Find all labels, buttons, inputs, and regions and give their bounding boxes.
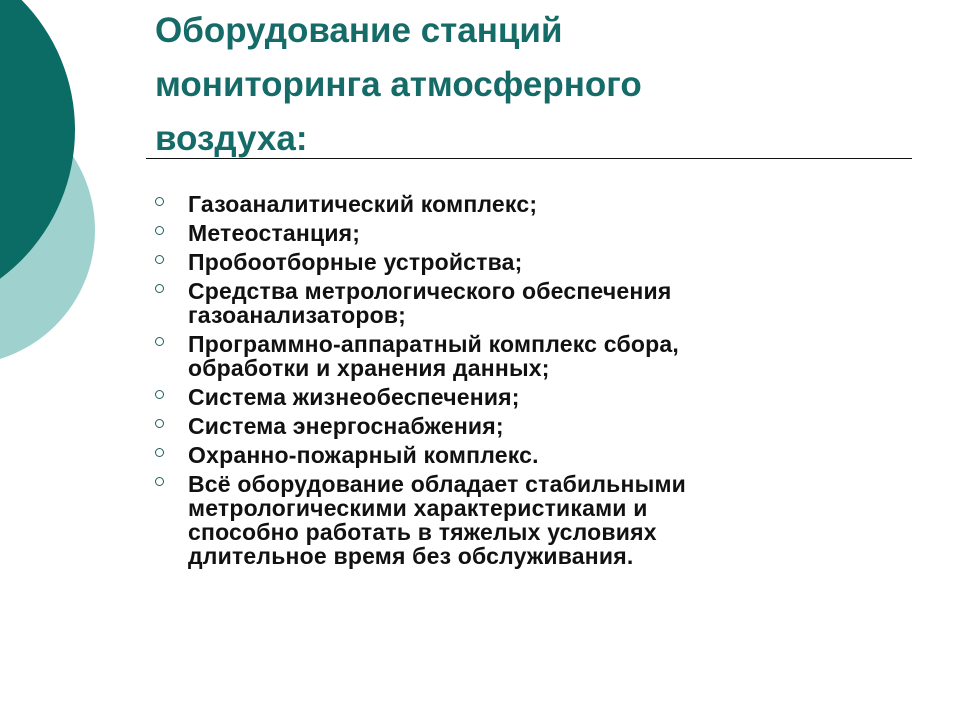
hollow-circle-bullet-icon (155, 448, 164, 457)
list-item-text (188, 221, 875, 245)
list-item (155, 250, 875, 274)
list-item-text (188, 385, 875, 409)
list-item-text (188, 279, 875, 327)
list-item (155, 414, 875, 438)
list-item (155, 279, 875, 327)
list-item-text (188, 250, 875, 274)
list-item-line: Средства метрологического обеспечения (188, 278, 672, 304)
hollow-circle-bullet-icon (155, 197, 164, 206)
list-item-line: способно работать в тяжелых условиях (188, 519, 657, 545)
hollow-circle-bullet-icon (155, 390, 164, 399)
list-item-line: газоанализаторов; (188, 302, 407, 328)
list-item-line: обработки и хранения данных; (188, 355, 550, 381)
slide-title (155, 4, 915, 166)
list-item (155, 221, 875, 245)
list-item-line: Охранно-пожарный комплекс. (188, 442, 539, 468)
hollow-circle-bullet-icon (155, 255, 164, 264)
hollow-circle-bullet-icon (155, 284, 164, 293)
list-item-line: Пробоотборные устройства; (188, 249, 523, 275)
list-item-line: метрологическими характеристиками и (188, 495, 648, 521)
slide-title-line: воздуха: (155, 119, 308, 158)
list-item-text (188, 472, 875, 568)
list-item (155, 385, 875, 409)
slide-title-line: Оборудование станций (155, 11, 563, 50)
title-divider (146, 158, 912, 159)
hollow-circle-bullet-icon (155, 337, 164, 346)
hollow-circle-bullet-icon (155, 419, 164, 428)
list-item (155, 472, 875, 568)
list-item-line: Программно-аппаратный комплекс сбора, (188, 331, 679, 357)
list-item-text (188, 332, 875, 380)
list-item-text (188, 443, 875, 467)
list-item-text (188, 192, 875, 216)
list-item-line: Всё оборудование обладает стабильными (188, 471, 686, 497)
list-item-text (188, 414, 875, 438)
list-item-line: длительное время без обслуживания. (188, 543, 634, 569)
equipment-list (155, 192, 875, 573)
list-item-line: Система жизнеобеспечения; (188, 384, 520, 410)
list-item-line: Газоаналитический комплекс; (188, 191, 538, 217)
list-item (155, 192, 875, 216)
list-item-line: Метеостанция; (188, 220, 361, 246)
list-item (155, 332, 875, 380)
slide-title-line: мониторинга атмосферного (155, 65, 642, 104)
hollow-circle-bullet-icon (155, 477, 164, 486)
list-item (155, 443, 875, 467)
hollow-circle-bullet-icon (155, 226, 164, 235)
list-item-line: Система энергоснабжения; (188, 413, 504, 439)
